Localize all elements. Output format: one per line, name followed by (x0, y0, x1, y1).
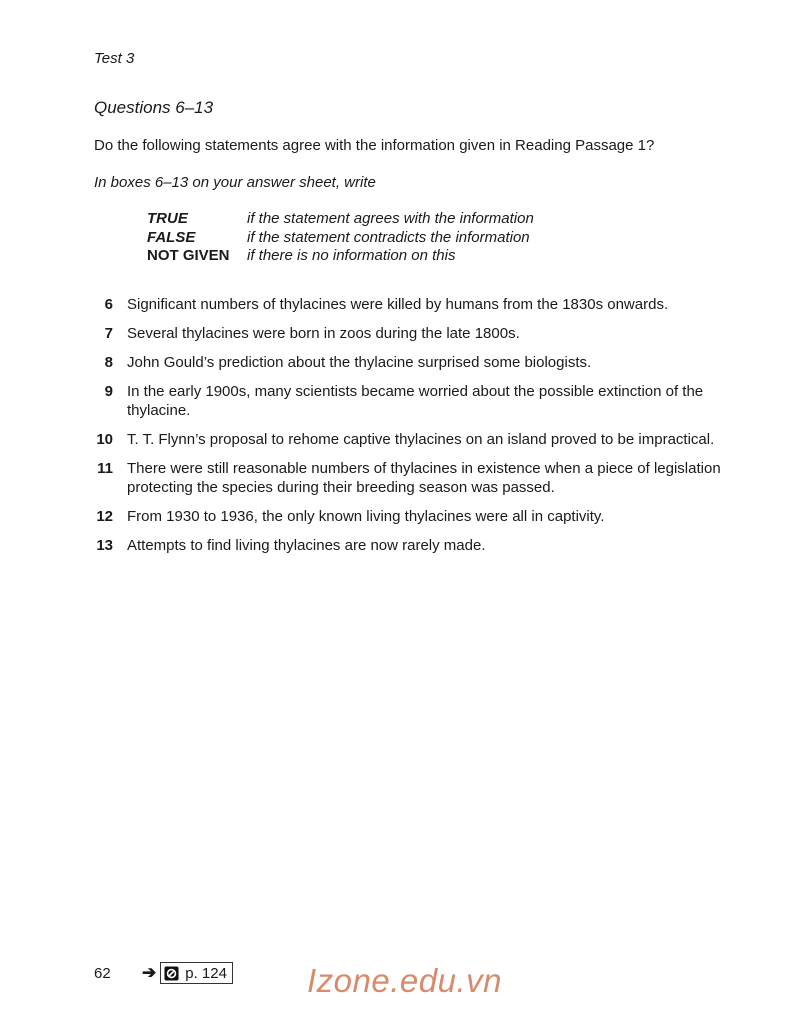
question-text: Attempts to find living thylacines are now rarely made. (127, 537, 486, 554)
question-item (90, 459, 730, 497)
question-number: 6 (104, 296, 113, 313)
question-text: Several thylacines were born in zoos during the late 1800s. (127, 325, 520, 342)
section-title: Questions 6–13 (94, 98, 214, 117)
question-item (90, 324, 730, 343)
question-item (90, 536, 730, 555)
legend-description: if there is no information on this (247, 247, 456, 264)
question-text: Significant numbers of thylacines were killed by humans from the 1830s onwards. (127, 296, 669, 313)
legend-row-false (147, 229, 534, 248)
question-text: There were still reasonable numbers of thylacines in existence when a piece of legislation protecting the species during their breeding season was passed. (127, 460, 721, 496)
question-list (90, 295, 730, 565)
legend-description: if the statement contradicts the information (247, 228, 530, 246)
question-item (90, 382, 730, 420)
reference-page-text: p. 124 (185, 964, 227, 982)
question-item (90, 353, 730, 372)
legend-description: if the statement agrees with the information (247, 210, 534, 227)
test-label: Test 3 (94, 50, 135, 67)
question-text: In the early 1900s, many scientists became worried about the possible extinction of the thylacine. (127, 383, 704, 419)
question-item (90, 507, 730, 526)
question-number: 10 (96, 431, 113, 448)
answer-key-reference[interactable] (160, 962, 233, 984)
legend-row-true (147, 210, 534, 229)
question-text: From 1930 to 1936, the only known living thylacines were all in captivity. (127, 508, 605, 525)
question-number: 12 (96, 508, 113, 525)
question-text: John Gould’s prediction about the thylacine surprised some biologists. (127, 354, 592, 371)
instruction-text: Do the following statements agree with the information given in Reading Passage 1? (94, 137, 655, 154)
question-item (90, 430, 730, 449)
page-footer (94, 962, 233, 984)
question-item (90, 295, 730, 314)
question-number: 11 (97, 460, 113, 477)
legend-row-not-given (147, 247, 534, 266)
legend-key: FALSE (147, 228, 196, 246)
watermark-text: Izone.edu.vn (307, 962, 502, 999)
answer-legend (147, 210, 534, 266)
question-number: 13 (96, 537, 113, 554)
legend-key: TRUE (147, 210, 188, 227)
question-number: 8 (104, 354, 113, 371)
page-number: 62 (94, 964, 111, 982)
sub-instruction-text: In boxes 6–13 on your answer sheet, write (94, 174, 376, 191)
answer-key-icon (164, 966, 179, 981)
right-arrow-icon: ➔ (142, 963, 157, 982)
question-number: 9 (104, 383, 113, 400)
question-number: 7 (104, 325, 113, 342)
question-text: T. T. Flynn’s proposal to rehome captive thylacines on an island proved to be impractical. (127, 431, 715, 448)
legend-key: NOT GIVEN (147, 247, 230, 264)
